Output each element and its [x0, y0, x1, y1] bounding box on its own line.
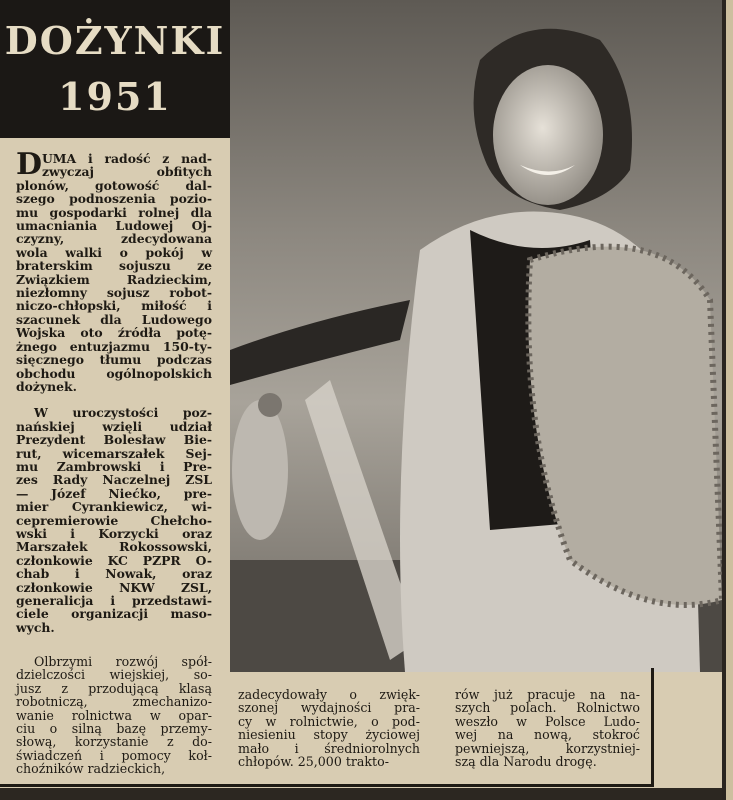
text-line: ciu o silną bazę przemy-	[16, 721, 212, 737]
column-rule	[651, 668, 654, 786]
drop-cap: D	[16, 147, 43, 182]
headline-title: DOŻYNKI	[4, 18, 226, 63]
text-line: niesieniu stopy życiowej	[238, 727, 420, 743]
text-line: mu gospodarki rolnej dla	[16, 204, 212, 220]
text-line: rut, wicemarszałek Sej-	[16, 445, 212, 461]
text-line: cepremierowie Chełcho-	[16, 512, 212, 528]
text-line: obchodu ogólnopolskich	[16, 365, 212, 381]
text-line: Olbrzymi rozwój spół-	[34, 654, 212, 669]
text-line: żnego entuzjazmu 150-ty-	[16, 338, 212, 354]
text-line: szych polach. Rolnictwo	[455, 700, 640, 716]
text-line: członkowie KC PZPR O-	[16, 552, 212, 568]
text-line: rów już pracuje na na-	[455, 687, 640, 702]
text-line: mu Zambrowski i Pre-	[16, 458, 212, 474]
text-line: chłopów. 25,000 trakto-	[238, 754, 389, 770]
harvest-festival-photo	[230, 0, 722, 672]
text-line: pewniejszą, korzystniej-	[455, 740, 640, 756]
text-line: generalicja i przedstawi-	[16, 593, 212, 608]
text-line: cy w rolnictwie, o pod-	[238, 713, 420, 729]
text-line: umacniania Ludowej Oj-	[16, 218, 212, 234]
text-line: niczo-chłopski, miłość i	[16, 298, 212, 314]
text-line: braterskim sojuszu ze	[16, 258, 212, 274]
headline-year: 1951	[58, 74, 172, 119]
text-line: choźników radzieckich,	[16, 761, 166, 777]
text-line: wych.	[16, 619, 55, 635]
text-line: szonej wydajności pra-	[238, 700, 420, 716]
text-line: czyzny, zdecydowana	[16, 231, 212, 247]
article-column-2	[238, 688, 420, 768]
text-line: mier Cyrankiewicz, wi-	[16, 499, 212, 515]
text-line: — Józef Niećko, pre-	[16, 485, 212, 501]
text-line: sięcznego tłumu podczas	[16, 352, 212, 368]
text-line: świadczeń i pomocy koł-	[16, 747, 212, 763]
text-line: niezłomny sojusz robot-	[16, 285, 212, 301]
text-line: nańskiej wzięli udział	[16, 418, 212, 434]
text-line: dożynek.	[16, 378, 77, 394]
text-line: chab i Nowak, oraz	[16, 566, 212, 582]
title-box	[0, 0, 230, 138]
paragraph	[16, 406, 212, 634]
text-line: plonów, gotowość dal-	[16, 177, 212, 193]
text-line: weszło w Polsce Ludo-	[455, 713, 640, 729]
text-line: ciele organizacji maso-	[16, 606, 212, 622]
text-line: UMA i radość z nad-	[42, 151, 212, 166]
text-line: zadecydowały o zwięk-	[238, 687, 420, 702]
text-line: wanie rolnictwa w opar-	[16, 707, 212, 723]
text-line: mało i średniorolnych	[238, 740, 420, 756]
text-line: jusz z przodującą klasą	[16, 680, 212, 696]
text-line: Prezydent Bolesław Bie-	[16, 432, 212, 448]
text-line: szą dla Narodu drogę.	[455, 754, 597, 770]
text-line: szego podnoszenia pozio-	[16, 191, 212, 207]
text-line: szacunek dla Ludowego	[16, 311, 212, 327]
text-line: Marszałek Rokossowski,	[16, 539, 212, 555]
text-line: wola walki o pokój w	[16, 244, 212, 260]
text-line: Związkiem Radzieckim,	[16, 271, 212, 287]
text-line: zes Rady Naczelnej ZSL	[16, 472, 212, 488]
paragraph	[16, 147, 212, 394]
text-line: W uroczystości poz-	[34, 405, 212, 421]
article-column-1	[16, 147, 212, 647]
text-line: zwyczaj obfitych	[42, 164, 212, 180]
text-line: słową, korzystanie z do-	[16, 734, 212, 750]
text-line: robotniczą, zmechanizo-	[16, 694, 212, 710]
bottom-rule	[0, 784, 654, 787]
article-column-1-continued	[16, 655, 212, 776]
text-line: Wojska oto źródła potę-	[16, 325, 212, 341]
text-line: dzielczości wiejskiej, so-	[16, 667, 212, 683]
page-margin	[726, 0, 733, 800]
article-column-3	[455, 688, 640, 768]
text-line: wski i Korzycki oraz	[16, 525, 212, 541]
text-line: członkowie NKW ZSL,	[16, 579, 212, 595]
page-bottom-band	[0, 788, 722, 800]
text-line: wej na nową, stokroć	[455, 727, 640, 743]
